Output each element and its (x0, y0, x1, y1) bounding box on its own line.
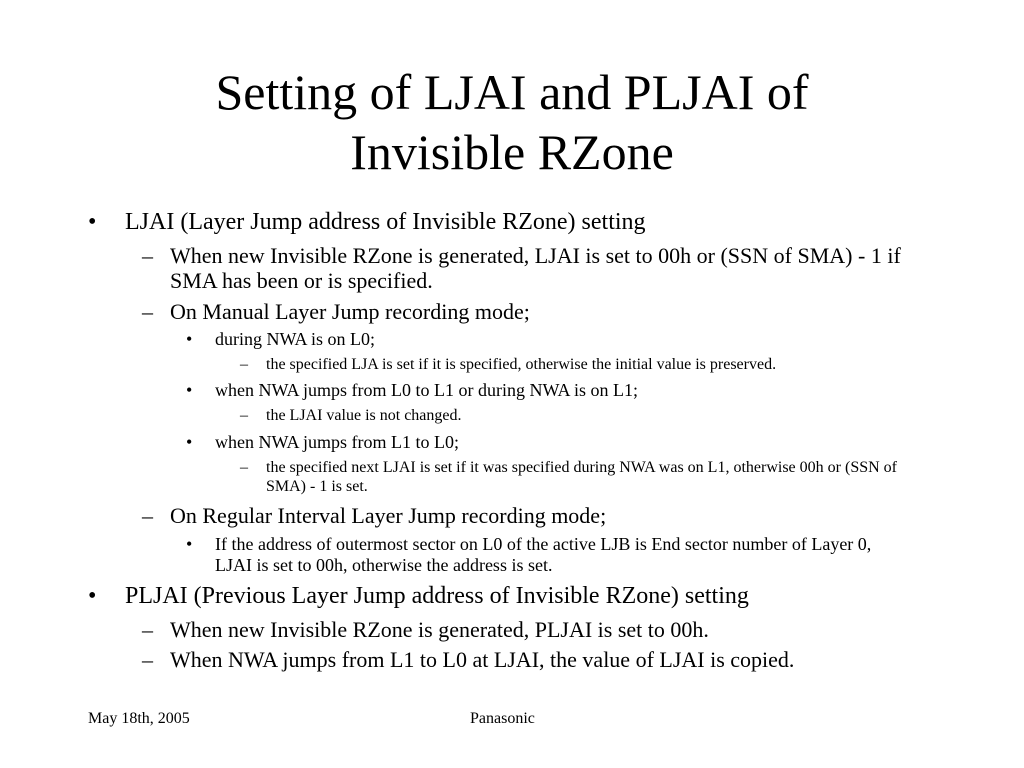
dash-marker: – (142, 647, 153, 672)
dash-marker: – (142, 299, 153, 324)
bullet-text: LJAI (Layer Jump address of Invisible RZone) setting (125, 209, 646, 235)
footer-date: May 18th, 2005 (88, 710, 190, 727)
bullet-text: If the address of outermost sector on L0 of the active LJB is End sector number of Layer 0, LJAI is set to 00h, otherwise the address is set. (215, 534, 872, 575)
dash-marker: – (142, 617, 153, 642)
bullet-marker: • (186, 329, 193, 349)
dash-marker: – (240, 356, 248, 373)
bullet-text: When new Invisible RZone is generated, PLJAI is set to 00h. (170, 617, 709, 642)
dash-marker: – (240, 407, 248, 424)
bullet-text: the specified next LJAI is set if it was specified during NWA was on L1, otherwise 00h or (SSN of SMA) - 1 is set. (266, 459, 897, 495)
footer-company: Panasonic (470, 710, 535, 727)
bullet-text: the specified LJA is set if it is specified, otherwise the initial value is preserved. (266, 356, 777, 373)
bullet-text: On Regular Interval Layer Jump recording mode; (170, 503, 607, 528)
bullet-text: When new Invisible RZone is generated, LJAI is set to 00h or (SSN of SMA) - 1 if SMA has been or is specified. (170, 243, 901, 293)
bullet-marker: • (186, 432, 193, 452)
slide-title-line-1: Setting of LJAI and PLJAI of (215, 64, 809, 120)
bullet-marker: • (88, 209, 97, 235)
slide-title-line-2: Invisible RZone (350, 124, 674, 180)
bullet-text: the LJAI value is not changed. (266, 407, 462, 424)
dash-marker: – (240, 459, 248, 476)
bullet-text: When NWA jumps from L1 to L0 at LJAI, the value of LJAI is copied. (170, 647, 795, 672)
bullet-text: when NWA jumps from L1 to L0; (215, 432, 459, 452)
bullet-text: PLJAI (Previous Layer Jump address of Invisible RZone) setting (125, 583, 749, 609)
dash-marker: – (142, 243, 153, 268)
bullet-marker: • (186, 380, 193, 400)
bullet-text: during NWA is on L0; (215, 329, 375, 349)
bullet-text: when NWA jumps from L0 to L1 or during NWA is on L1; (215, 380, 638, 400)
dash-marker: – (142, 503, 153, 528)
bullet-text: On Manual Layer Jump recording mode; (170, 299, 530, 324)
slide-title (60, 62, 964, 182)
bullet-marker: • (186, 534, 193, 554)
bullet-marker: • (88, 583, 97, 609)
